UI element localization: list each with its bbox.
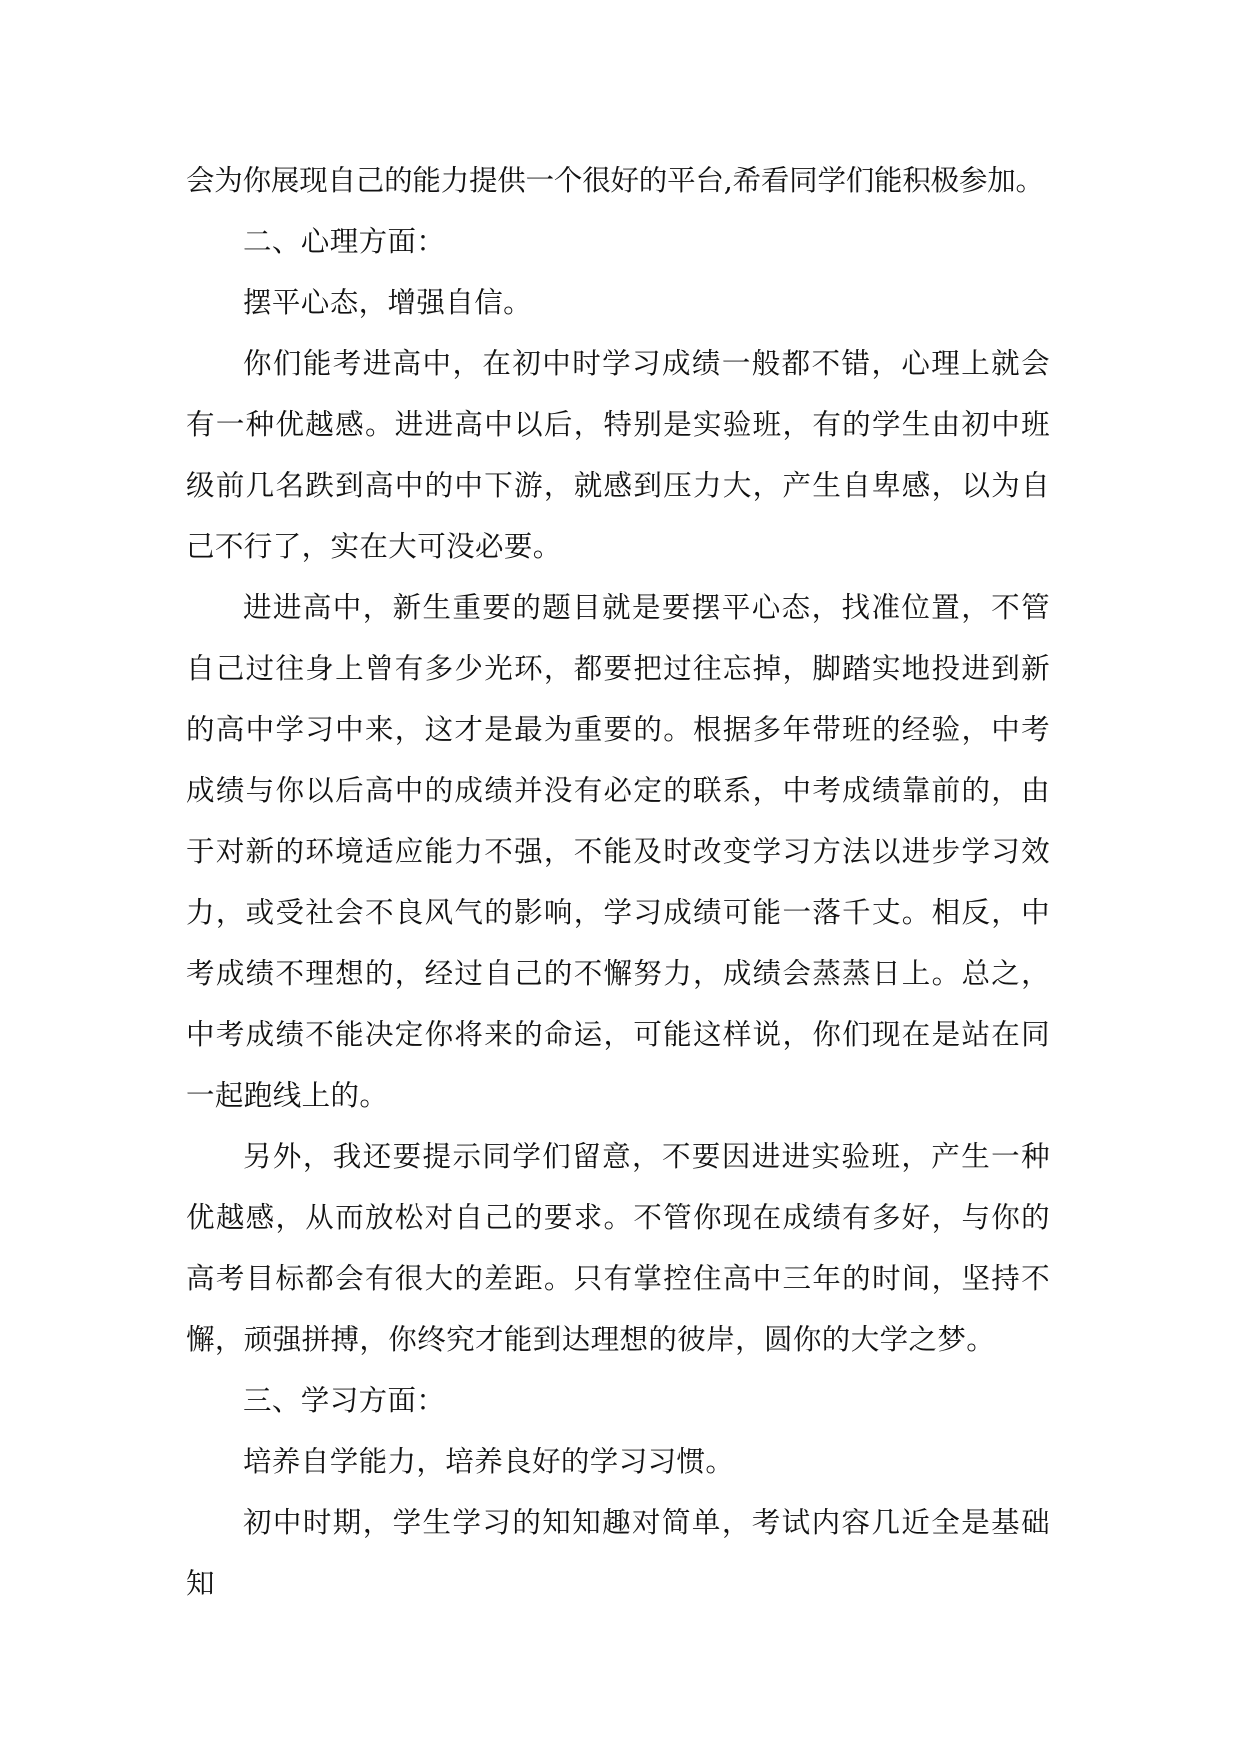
subheading-mindset: 摆平心态，增强自信。 [243, 286, 533, 319]
paragraph-continuation: 会为你展现自己的能力提供一个很好的平台,希看同学们能积极参加。 [186, 164, 1044, 197]
section-heading-study: 三、学习方面： [243, 1384, 446, 1417]
section-heading-psychology: 二、心理方面： [243, 225, 446, 258]
paragraph: 进进高中，新生重要的题目就是要摆平心态，找准位置，不管自己过往身上曾有多少光环，都要把过往忘掉，脚踏实地投进到新的高中学习中来，这才是最为重要的。根据多年带班的经验，中考成绩与你以后高中的成绩并没有必定的联系，中考成绩靠前的，由于对新的环境适应能力不强，不能及时改变学习方法以进步学习效力，或受社会不良风气的影响，学习成绩可能一落千丈。相反，中考成绩不理想的，经过自己的不懈努力，成绩会蒸蒸日上。总之，中考成绩不能决定你将来的命运，可能这样说，你们现在是站在同一起跑线上的。 [186, 591, 1050, 1112]
paragraph: 你们能考进高中，在初中时学习成绩一般都不错，心理上就会有一种优越感。进进高中以后，特别是实验班，有的学生由初中班级前几名跌到高中的中下游，就感到压力大，产生自卑感，以为自己不行了，实在大可没必要。 [186, 347, 1050, 563]
subheading-self-study: 培养自学能力，培养良好的学习习惯。 [243, 1445, 735, 1478]
paragraph: 另外，我还要提示同学们留意，不要因进进实验班，产生一种优越感，从而放松对自己的要求。不管你现在成绩有多好，与你的高考目标都会有很大的差距。只有掌控住高中三年的时间，坚持不懈，顽强拼搏，你终究才能到达理想的彼岸，圆你的大学之梦。 [186, 1140, 1050, 1356]
paragraph: 初中时期，学生学习的知知趣对简单，考试内容几近全是基础知 [186, 1506, 1050, 1600]
document-body [186, 150, 1050, 1614]
